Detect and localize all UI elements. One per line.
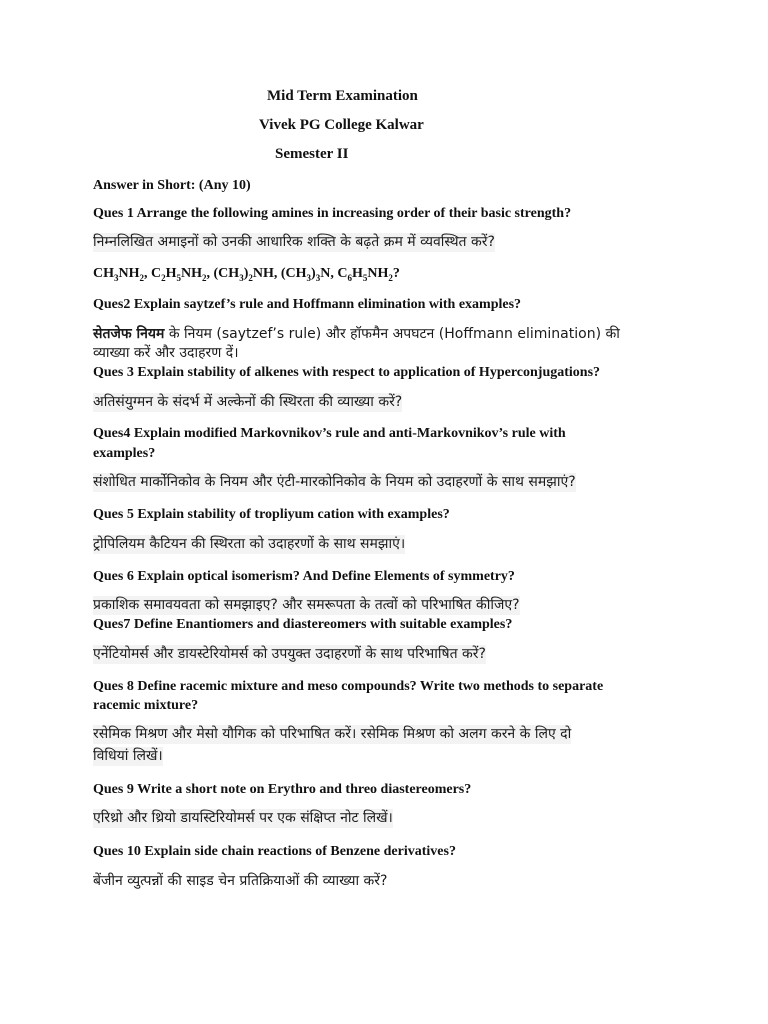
question-10-en: Ques 10 Explain side chain reactions of Benzene derivatives?	[93, 844, 456, 859]
question-6-en: Ques 6 Explain optical isomerism? And Define Elements of symmetry?	[93, 569, 515, 584]
question-7-en: Ques7 Define Enantiomers and diastereomers with suitable examples?	[93, 617, 513, 632]
question-8-en-line2: racemic mixture?	[93, 698, 199, 713]
question-1-en: Ques 1 Arrange the following amines in increasing order of their basic strength?	[93, 206, 572, 221]
question-2-hi-line1: सेतजेफ नियम के नियम (saytzef’s rule) और हॉफमैन अपघटन (Hoffmann elimination) की	[93, 326, 620, 342]
question-1-hi: निम्नलिखित अमाइनों को उनकी आधारिक शक्ति के बढ़ते क्रम में व्यवस्थित करें?	[93, 234, 495, 250]
question-8-en-line1: Ques 8 Define racemic mixture and meso compounds? Write two methods to separate	[93, 679, 604, 694]
semester-label: Semester II	[275, 146, 349, 162]
question-5-en: Ques 5 Explain stability of tropliyum cation with examples?	[93, 507, 450, 522]
question-10-hi: बेंजीन व्युत्पन्नों की साइड चेन प्रतिक्रियाओं की व्याख्या करें?	[93, 873, 388, 889]
question-4-en-line2: examples?	[93, 446, 156, 461]
question-3-hi: अतिसंयुग्मन के संदर्भ में अल्केनों की स्थिरता की व्याख्या करें?	[93, 394, 403, 410]
question-2-hi-term: सेतजेफ नियम	[93, 326, 165, 342]
exam-title: Mid Term Examination	[267, 88, 418, 104]
question-5-hi: ट्रोपिलियम कैटियन की स्थिरता को उदाहरणों के साथ समझाएं।	[93, 536, 406, 552]
question-4-en-line1: Ques4 Explain modified Markovnikov’s rule and anti-Markovnikov’s rule with	[93, 426, 566, 441]
question-3-en: Ques 3 Explain stability of alkenes with respect to application of Hyperconjugations?	[93, 365, 601, 380]
question-9-en: Ques 9 Write a short note on Erythro and threo diastereomers?	[93, 782, 472, 797]
question-9-hi: एरिथ्रो और थ्रियो डायस्टिरियोमर्स पर एक संक्षिप्त नोट लिखें।	[93, 810, 393, 826]
question-8-hi-line1: रसेमिक मिश्रण और मेसो यौगिक को परिभाषित करें। रसेमिक मिश्रण को अलग करने के लिए दो	[93, 726, 572, 742]
question-2-hi-line2: व्याख्या करें और उदाहरण दें।	[93, 345, 239, 361]
question-2-en: Ques2 Explain saytzef’s rule and Hoffmann elimination with examples?	[93, 297, 522, 312]
college-name: Vivek PG College Kalwar	[259, 117, 424, 133]
question-8-hi-line2: विधियां लिखें।	[93, 748, 163, 764]
question-7-hi: एनेंटियोमर्स और डायस्टेरियोमर्स को उपयुक्त उदाहरणों के साथ परिभाषित करें?	[93, 646, 486, 662]
question-6-hi: प्रकाशिक समावयवता को समझाइए? और समरूपता के तत्वों को परिभाषित कीजिए?	[93, 597, 520, 613]
question-4-hi: संशोधित मार्कोनिकोव के नियम और एंटी-मारकोनिकोव के नियम को उदाहरणों के साथ समझाएं?	[93, 474, 576, 490]
instruction: Answer in Short: (Any 10)	[93, 178, 251, 193]
question-1-formula: $CH_3NH_2$, $C_2H_5NH_2$, $(CH_3)_2NH$, $(CH_3)_3N$, $C_6H_5NH_2$?	[93, 266, 400, 283]
